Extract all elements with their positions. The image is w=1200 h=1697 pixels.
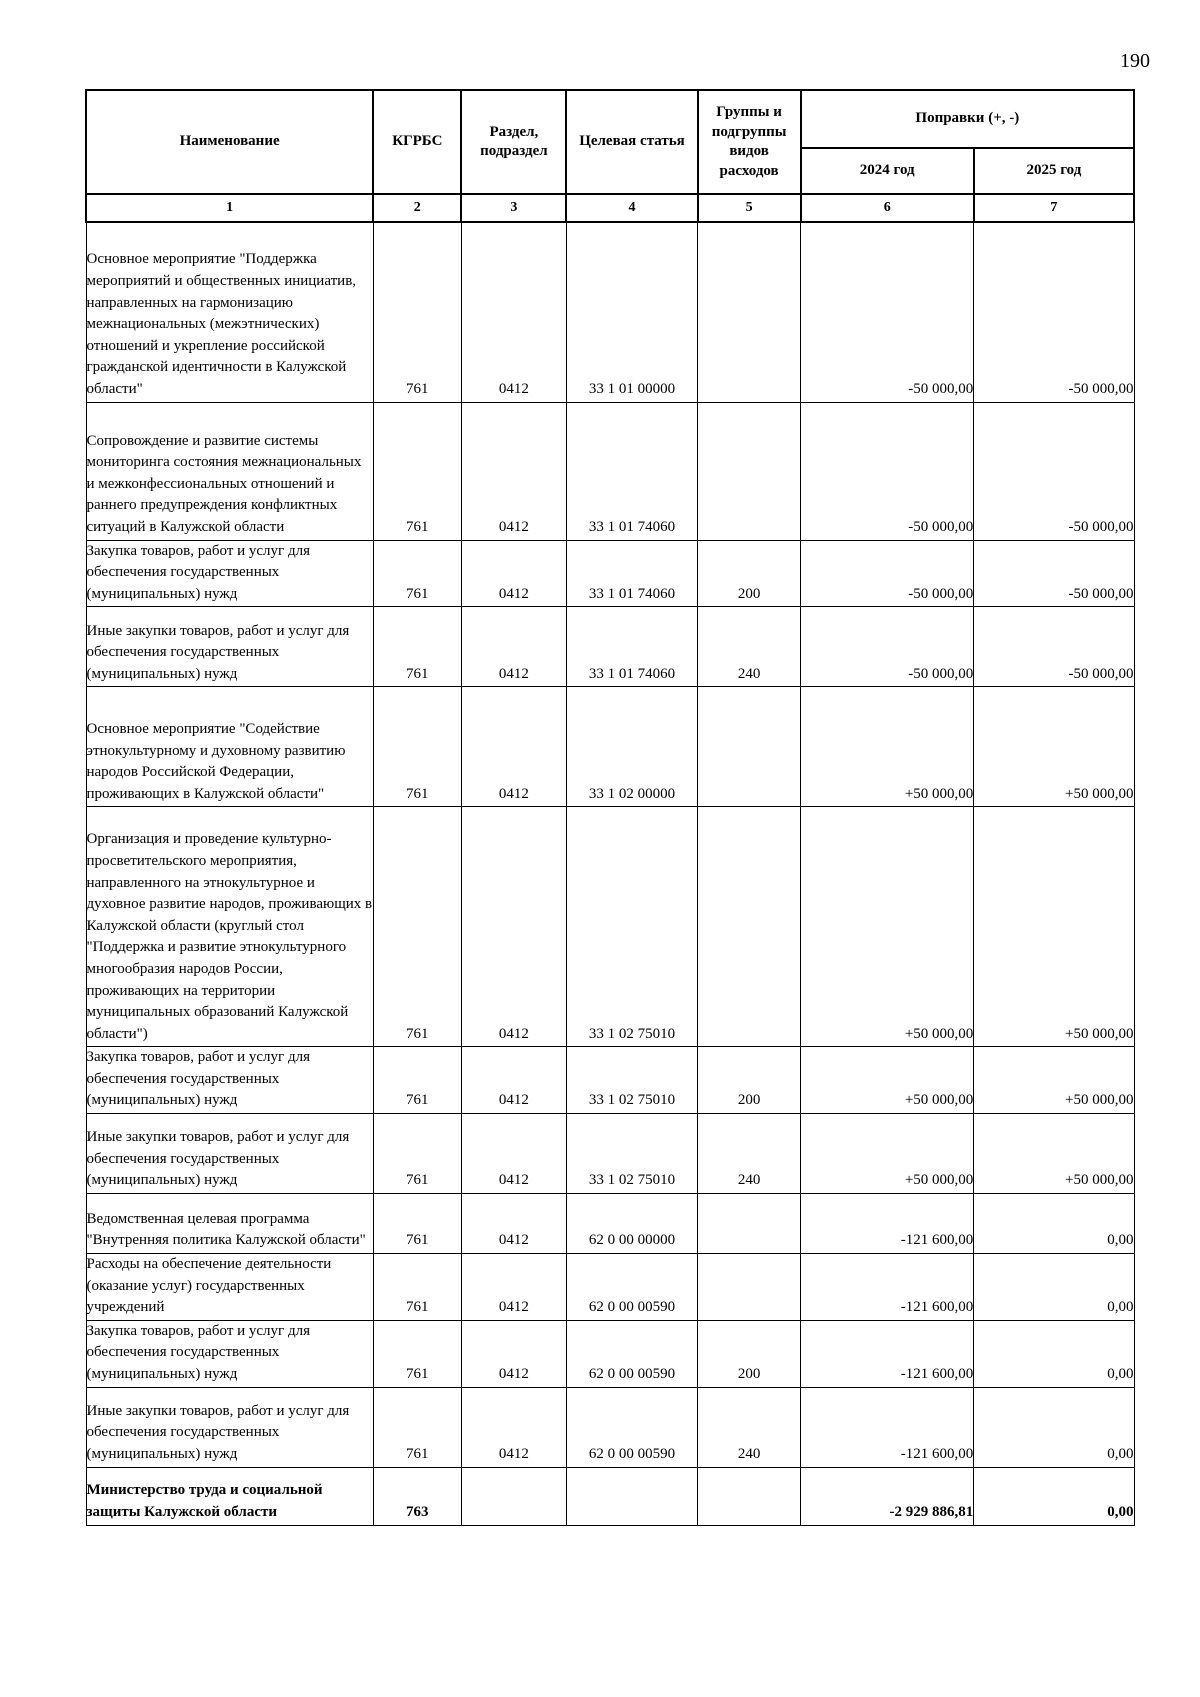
table-row bbox=[86, 687, 1134, 807]
row-kgrbs: 761 bbox=[373, 687, 461, 807]
table-row bbox=[86, 540, 1134, 607]
row-gruppa-rashodov bbox=[698, 222, 801, 402]
row-razdel: 0412 bbox=[461, 1387, 566, 1467]
header-gruppy: Группы и подгруппы видов расходов bbox=[698, 90, 801, 194]
row-amount-2025: +50 000,00 bbox=[974, 1047, 1134, 1114]
table-row bbox=[86, 1320, 1134, 1387]
row-kgrbs: 763 bbox=[373, 1467, 461, 1525]
row-name: Иные закупки товаров, работ и услуг для обеспечения государственных (муниципальных) нужд bbox=[86, 1387, 373, 1467]
table-row bbox=[86, 1254, 1134, 1321]
row-gruppa-rashodov: 240 bbox=[698, 607, 801, 687]
row-amount-2024: -121 600,00 bbox=[801, 1194, 974, 1254]
row-name: Иные закупки товаров, работ и услуг для обеспечения государственных (муниципальных) нужд bbox=[86, 1114, 373, 1194]
row-celevaya-statya: 62 0 00 00590 bbox=[566, 1320, 697, 1387]
row-amount-2025: 0,00 bbox=[974, 1387, 1134, 1467]
table-row bbox=[86, 607, 1134, 687]
header-year-2024: 2024 год bbox=[801, 148, 974, 194]
table-row bbox=[86, 222, 1134, 402]
row-kgrbs: 761 bbox=[373, 222, 461, 402]
row-amount-2024: -121 600,00 bbox=[801, 1320, 974, 1387]
row-razdel: 0412 bbox=[461, 402, 566, 540]
row-amount-2025: -50 000,00 bbox=[974, 540, 1134, 607]
col-number-5: 5 bbox=[698, 194, 801, 222]
row-amount-2024: -50 000,00 bbox=[801, 607, 974, 687]
row-amount-2025: 0,00 bbox=[974, 1467, 1134, 1525]
header-year-2025: 2025 год bbox=[974, 148, 1134, 194]
row-celevaya-statya: 33 1 02 00000 bbox=[566, 687, 697, 807]
row-amount-2024: +50 000,00 bbox=[801, 687, 974, 807]
row-celevaya-statya: 33 1 02 75010 bbox=[566, 807, 697, 1047]
row-amount-2024: -121 600,00 bbox=[801, 1387, 974, 1467]
row-celevaya-statya: 33 1 01 74060 bbox=[566, 402, 697, 540]
table-row bbox=[86, 807, 1134, 1047]
row-razdel: 0412 bbox=[461, 687, 566, 807]
col-number-3: 3 bbox=[461, 194, 566, 222]
row-razdel: 0412 bbox=[461, 607, 566, 687]
row-name: Основное мероприятие "Поддержка мероприятий и общественных инициатив, направленных на гармонизацию межнациональных (межэтнических) отношений и укрепление российской гражданской идентичности в Калужской области" bbox=[86, 222, 373, 402]
row-razdel bbox=[461, 1467, 566, 1525]
row-name: Министерство труда и социальной защиты Калужской области bbox=[86, 1467, 373, 1525]
row-razdel: 0412 bbox=[461, 1194, 566, 1254]
header-name: Наименование bbox=[86, 90, 373, 194]
row-name: Закупка товаров, работ и услуг для обеспечения государственных (муниципальных) нужд bbox=[86, 540, 373, 607]
row-celevaya-statya: 33 1 01 74060 bbox=[566, 607, 697, 687]
row-gruppa-rashodov: 200 bbox=[698, 1320, 801, 1387]
row-celevaya-statya: 33 1 01 00000 bbox=[566, 222, 697, 402]
row-amount-2024: +50 000,00 bbox=[801, 807, 974, 1047]
row-gruppa-rashodov bbox=[698, 402, 801, 540]
row-celevaya-statya: 62 0 00 00590 bbox=[566, 1254, 697, 1321]
row-amount-2025: 0,00 bbox=[974, 1254, 1134, 1321]
row-amount-2025: -50 000,00 bbox=[974, 607, 1134, 687]
row-name: Расходы на обеспечение деятельности (оказание услуг) государственных учреждений bbox=[86, 1254, 373, 1321]
header-razdel: Раздел, подраздел bbox=[461, 90, 566, 194]
row-gruppa-rashodov bbox=[698, 1194, 801, 1254]
row-razdel: 0412 bbox=[461, 222, 566, 402]
row-amount-2025: 0,00 bbox=[974, 1320, 1134, 1387]
row-gruppa-rashodov: 240 bbox=[698, 1114, 801, 1194]
table-row bbox=[86, 402, 1134, 540]
row-kgrbs: 761 bbox=[373, 1114, 461, 1194]
row-celevaya-statya: 33 1 01 74060 bbox=[566, 540, 697, 607]
row-name: Закупка товаров, работ и услуг для обеспечения государственных (муниципальных) нужд bbox=[86, 1320, 373, 1387]
row-celevaya-statya: 62 0 00 00590 bbox=[566, 1387, 697, 1467]
table-row bbox=[86, 1387, 1134, 1467]
header-kgrbs: КГРБС bbox=[373, 90, 461, 194]
table-row bbox=[86, 1047, 1134, 1114]
row-gruppa-rashodov bbox=[698, 807, 801, 1047]
col-number-1: 1 bbox=[86, 194, 373, 222]
col-number-2: 2 bbox=[373, 194, 461, 222]
row-kgrbs: 761 bbox=[373, 1254, 461, 1321]
table-row bbox=[86, 1194, 1134, 1254]
col-number-6: 6 bbox=[801, 194, 974, 222]
row-amount-2025: -50 000,00 bbox=[974, 222, 1134, 402]
row-kgrbs: 761 bbox=[373, 1194, 461, 1254]
row-gruppa-rashodov: 200 bbox=[698, 540, 801, 607]
row-name: Основное мероприятие "Содействие этнокультурному и духовному развитию народов Российской Федерации, проживающих в Калужской области" bbox=[86, 687, 373, 807]
row-razdel: 0412 bbox=[461, 1047, 566, 1114]
row-razdel: 0412 bbox=[461, 1114, 566, 1194]
row-razdel: 0412 bbox=[461, 540, 566, 607]
row-amount-2025: +50 000,00 bbox=[974, 687, 1134, 807]
row-amount-2024: -50 000,00 bbox=[801, 222, 974, 402]
row-amount-2024: -50 000,00 bbox=[801, 540, 974, 607]
row-amount-2025: -50 000,00 bbox=[974, 402, 1134, 540]
row-kgrbs: 761 bbox=[373, 607, 461, 687]
row-gruppa-rashodov: 240 bbox=[698, 1387, 801, 1467]
row-amount-2024: +50 000,00 bbox=[801, 1047, 974, 1114]
table-row bbox=[86, 1114, 1134, 1194]
row-amount-2024: -50 000,00 bbox=[801, 402, 974, 540]
row-razdel: 0412 bbox=[461, 1254, 566, 1321]
row-gruppa-rashodov bbox=[698, 1467, 801, 1525]
row-celevaya-statya: 33 1 02 75010 bbox=[566, 1114, 697, 1194]
row-name: Ведомственная целевая программа "Внутренняя политика Калужской области" bbox=[86, 1194, 373, 1254]
row-gruppa-rashodov bbox=[698, 1254, 801, 1321]
page-number: 190 bbox=[1120, 50, 1150, 72]
row-celevaya-statya: 33 1 02 75010 bbox=[566, 1047, 697, 1114]
header-celevaya: Целевая статья bbox=[566, 90, 697, 194]
header-popravki: Поправки (+, -) bbox=[801, 90, 1134, 148]
row-razdel: 0412 bbox=[461, 807, 566, 1047]
row-celevaya-statya: 62 0 00 00000 bbox=[566, 1194, 697, 1254]
col-number-4: 4 bbox=[566, 194, 697, 222]
row-amount-2025: +50 000,00 bbox=[974, 807, 1134, 1047]
row-celevaya-statya bbox=[566, 1467, 697, 1525]
row-kgrbs: 761 bbox=[373, 540, 461, 607]
row-name: Сопровождение и развитие системы мониторинга состояния межнациональных и межконфессиональных отношений и раннего предупреждения конфликтных ситуаций в Калужской области bbox=[86, 402, 373, 540]
row-kgrbs: 761 bbox=[373, 402, 461, 540]
row-amount-2024: +50 000,00 bbox=[801, 1114, 974, 1194]
row-amount-2024: -2 929 886,81 bbox=[801, 1467, 974, 1525]
table-row bbox=[86, 1467, 1134, 1525]
row-kgrbs: 761 bbox=[373, 807, 461, 1047]
budget-table bbox=[85, 89, 1135, 1526]
row-amount-2025: +50 000,00 bbox=[974, 1114, 1134, 1194]
row-gruppa-rashodov: 200 bbox=[698, 1047, 801, 1114]
col-number-7: 7 bbox=[974, 194, 1134, 222]
row-kgrbs: 761 bbox=[373, 1047, 461, 1114]
row-kgrbs: 761 bbox=[373, 1387, 461, 1467]
row-name: Закупка товаров, работ и услуг для обеспечения государственных (муниципальных) нужд bbox=[86, 1047, 373, 1114]
row-amount-2025: 0,00 bbox=[974, 1194, 1134, 1254]
row-kgrbs: 761 bbox=[373, 1320, 461, 1387]
row-razdel: 0412 bbox=[461, 1320, 566, 1387]
row-name: Организация и проведение культурно-просветительского мероприятия, направленного на этнокультурное и духовное развитие народов, проживающих в Калужской области (круглый стол "Поддержка и развитие этнокультурного многообразия народов России, проживающих на территории муниципальных образований Калужской области") bbox=[86, 807, 373, 1047]
row-name: Иные закупки товаров, работ и услуг для обеспечения государственных (муниципальных) нужд bbox=[86, 607, 373, 687]
row-amount-2024: -121 600,00 bbox=[801, 1254, 974, 1321]
row-gruppa-rashodov bbox=[698, 687, 801, 807]
